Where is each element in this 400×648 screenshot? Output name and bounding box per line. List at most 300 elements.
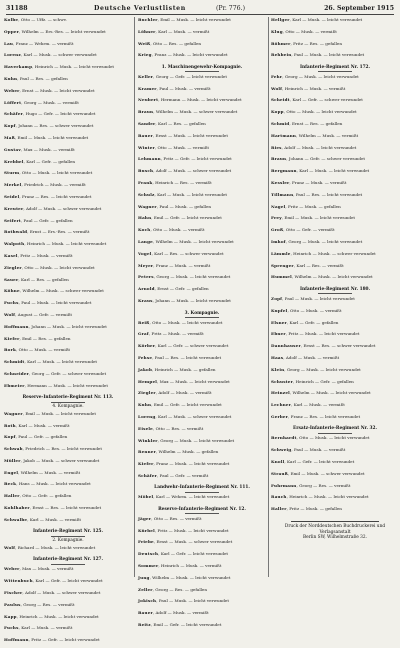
casualty-details: Wilhelm — Musk. — schwer verwundet	[22, 288, 104, 294]
casualty-entry	[138, 598, 266, 609]
column-divider	[268, 17, 269, 577]
casualty-name: Bergmann	[271, 168, 297, 174]
casualty-details: Wilhelm — Musk. — vermißt	[298, 132, 359, 138]
casualty-details: Franz — Musk. — vermißt	[292, 180, 347, 186]
casualty-details: Paul — Gefr. — gefallen	[23, 217, 73, 223]
entry-separator: ,	[290, 250, 294, 256]
casualty-entry	[4, 300, 132, 311]
casualty-entry	[4, 159, 132, 170]
casualty-entry	[271, 109, 399, 120]
casualty-name: Hahn	[138, 215, 152, 221]
casualty-entry	[4, 371, 132, 382]
casualty-entry	[4, 470, 132, 481]
casualty-entry	[138, 438, 266, 449]
casualty-name: Böhmer	[271, 40, 291, 46]
casualty-name: Hummel	[271, 274, 292, 280]
casualty-entry	[4, 446, 132, 457]
casualty-details: Ernst — Musk. — schwer verwundet	[156, 539, 233, 545]
casualty-details: Adolf — Musk. — schwer verwundet	[25, 205, 102, 211]
entry-separator: ,	[20, 146, 24, 152]
casualty-details: Heinrich — Res. — vermißt	[155, 180, 212, 186]
casualty-details: Wilhelm — Musk. — leicht verwundet	[292, 390, 371, 396]
heading-rule	[185, 71, 219, 72]
column-divider	[134, 17, 135, 577]
casualty-name: Kürbel	[138, 527, 155, 533]
heading-rule	[318, 71, 352, 72]
casualty-details: Georg — Musk. — vermißt	[23, 99, 79, 105]
entry-separator: ,	[32, 64, 35, 70]
entry-separator: ,	[283, 354, 286, 360]
casualty-name: Fehr	[271, 73, 283, 79]
casualty-name: Heinzel	[271, 390, 290, 396]
entry-separator: ,	[17, 75, 20, 81]
casualty-entry	[4, 288, 132, 299]
casualty-name: Köhne	[4, 288, 20, 294]
casualty-details: Otto — Musk. — leicht verwundet	[21, 170, 93, 176]
casualty-name: Koch	[138, 227, 151, 233]
casualty-entry	[4, 29, 132, 40]
casualty-name: Sommer	[138, 563, 159, 569]
casualty-name: Graf	[138, 331, 149, 337]
casualty-name: Müller	[4, 457, 21, 463]
casualty-details: Georg — Res. — gefallen	[155, 586, 207, 592]
printer-imprint	[271, 521, 399, 540]
casualty-name: Haas	[271, 354, 284, 360]
casualty-details: Hermann — Musk. — leicht verwundet	[27, 382, 108, 388]
casualty-name: Kessler	[271, 180, 290, 186]
entry-separator: ,	[285, 331, 289, 337]
casualty-entry	[4, 265, 132, 276]
casualty-details: Otto — Musk. — vermißt	[285, 28, 337, 34]
entry-separator: ,	[285, 203, 289, 209]
casualty-name: Ries	[271, 144, 282, 150]
entry-separator: ,	[291, 447, 294, 453]
casualty-details: Karl — Musk. — vermißt	[29, 516, 81, 522]
heading-rule	[185, 317, 219, 318]
casualty-entry	[138, 156, 266, 167]
casualty-name: Braun	[271, 156, 287, 162]
casualty-entry	[4, 123, 132, 134]
casualty-entry	[138, 286, 266, 297]
casualty-details: Karl — Res. — schwer verwundet	[154, 250, 224, 256]
casualty-details: Otto — Musk. — leicht verwundet	[152, 319, 223, 325]
casualty-name: Schwalbe	[4, 516, 28, 522]
column-1	[4, 17, 132, 643]
heading-rule	[51, 402, 85, 403]
casualty-name: Opper	[4, 28, 20, 34]
casualty-entry	[138, 263, 266, 274]
entry-separator: ,	[155, 449, 159, 455]
entry-separator: ,	[288, 413, 291, 419]
casualty-details: Johann — Gefr. — schwer verwundet	[288, 156, 366, 162]
entry-separator: ,	[151, 515, 154, 521]
casualty-entry	[271, 41, 399, 52]
casualty-name: Jakob	[138, 366, 153, 372]
issue-number: (Pr. 776.)	[216, 5, 245, 12]
casualty-entry	[4, 359, 132, 370]
casualty-details: Georg — Musk. — leicht verwundet	[288, 239, 363, 245]
casualty-details: Otto — Res. — vermißt	[155, 425, 204, 431]
casualty-entry	[4, 41, 132, 52]
entry-separator: ,	[24, 241, 27, 247]
casualty-entry	[4, 64, 132, 75]
entry-separator: ,	[21, 182, 25, 188]
entry-separator: ,	[18, 625, 22, 631]
casualty-name: Fischer	[4, 589, 23, 595]
casualty-name: Arnold	[138, 286, 155, 292]
entry-separator: ,	[150, 622, 154, 628]
casualty-details: Franz — Musk. — vermißt	[155, 262, 211, 268]
casualty-entry	[271, 506, 399, 517]
entry-separator: ,	[155, 28, 159, 34]
page-header	[6, 3, 394, 15]
entry-separator: ,	[293, 262, 297, 268]
casualty-entry	[271, 86, 399, 97]
casualty-name: Seidel	[4, 193, 20, 199]
entry-separator: ,	[20, 457, 24, 463]
casualty-details: Karl — Gefr. — schwer verwundet	[157, 343, 229, 349]
casualty-entry	[4, 423, 132, 434]
casualty-name: Kreuter	[4, 205, 24, 211]
casualty-name: Merkel	[4, 182, 22, 188]
heading-rule	[185, 492, 219, 493]
entry-separator: ,	[23, 205, 26, 211]
entry-separator: ,	[20, 217, 24, 223]
casualty-entry	[4, 241, 132, 252]
casualty-name: Frank	[138, 180, 153, 186]
casualty-entry	[138, 449, 266, 460]
casualty-details: Paul — Musk. — leicht verwundet	[294, 52, 365, 58]
casualty-name: Kuhn	[4, 75, 18, 81]
entry-separator: ,	[153, 274, 157, 280]
entry-separator: ,	[284, 366, 287, 372]
entry-separator: ,	[289, 390, 293, 396]
casualty-entry	[138, 426, 266, 437]
casualty-entry	[4, 602, 132, 613]
casualty-name: Jokisch	[138, 598, 157, 604]
casualty-entry	[4, 170, 132, 181]
casualty-entry	[138, 192, 266, 203]
section-heading: Reserve-Infanterie-Regiment Nr. 12.	[158, 506, 246, 512]
casualty-entry	[138, 414, 266, 425]
casualty-name: Walpoth	[4, 241, 25, 247]
casualty-name: Strauß	[271, 470, 288, 476]
entry-separator: ,	[286, 319, 290, 325]
casualty-name: Schulz	[138, 191, 155, 197]
casualty-details: Georg — Gefr. — schwer verwundet	[31, 370, 107, 376]
casualty-name: Schweig	[271, 447, 292, 453]
casualty-details: Paul — Res. — leicht verwundet	[295, 191, 363, 197]
entry-separator: ,	[152, 586, 156, 592]
issue-date: 26. September 1915	[324, 5, 394, 12]
section-heading: Infanterie-Regiment Nr. 172.	[299, 64, 371, 70]
section-heading: 1. Maschinengewehr-Kompagnie.	[161, 64, 243, 70]
entry-separator: ,	[154, 286, 158, 292]
entry-separator: ,	[18, 300, 22, 306]
casualty-entry	[138, 622, 266, 633]
casualty-entry	[271, 402, 399, 413]
casualty-details: Emil — Gefr. — leicht verwundet	[153, 622, 222, 628]
casualty-details: Paul — Musk. — leicht verwundet	[284, 295, 355, 301]
casualty-entry	[271, 74, 399, 85]
casualty-entry	[138, 390, 266, 401]
casualty-details: Karl — Wehrm. — leicht verwundet	[155, 494, 230, 500]
casualty-details: Karl — Gefr. — leicht verwundet	[35, 578, 103, 584]
casualty-name: Kraus	[138, 298, 153, 304]
casualty-entry	[271, 121, 399, 132]
entry-separator: ,	[157, 378, 160, 384]
casualty-entry	[271, 29, 399, 40]
entry-separator: ,	[300, 343, 304, 349]
casualty-details: Wilhelm — Musk. — gefallen	[158, 449, 219, 455]
casualty-details: Otto — Musk. — leicht verwundet	[24, 264, 95, 270]
section-heading: 4. Kompagnie.	[52, 404, 84, 410]
entry-separator: ,	[296, 168, 300, 174]
casualty-name: Busch	[138, 168, 154, 174]
casualty-name: Jung	[138, 574, 150, 580]
casualty-entry	[271, 355, 399, 366]
casualty-name: Vogel	[138, 250, 152, 256]
casualty-details: Paul — Res. — leicht verwundet	[154, 354, 222, 360]
casualty-details: Franz — Musk. — leicht verwundet	[154, 52, 228, 58]
entry-separator: ,	[16, 481, 19, 487]
entry-separator: ,	[155, 121, 159, 127]
entry-separator: ,	[15, 422, 19, 428]
casualty-entry	[138, 109, 266, 120]
entry-separator: ,	[285, 239, 289, 245]
casualty-name: Paulus	[4, 601, 21, 607]
casualty-name: Gustav	[4, 146, 21, 152]
casualty-entry	[271, 97, 399, 108]
casualty-name: Ebmeier	[4, 382, 25, 388]
casualty-name: Tillmann	[271, 191, 294, 197]
entry-separator: ,	[27, 229, 30, 235]
casualty-entry	[4, 625, 132, 636]
entry-separator: ,	[28, 323, 32, 329]
entry-separator: ,	[160, 156, 164, 162]
section-heading: 3. Kompagnie.	[184, 310, 220, 316]
casualty-entry	[138, 180, 266, 191]
casualty-details: Emil — Musk. — schwer verwundet	[290, 470, 365, 476]
casualty-name: Jäger	[138, 515, 152, 521]
entry-separator: ,	[291, 52, 294, 58]
casualty-details: Jakob — Musk. — schwer verwundet	[23, 457, 100, 463]
casualty-entry	[138, 97, 266, 108]
casualty-details: Johann — Musk. — leicht verwundet	[31, 323, 107, 329]
entry-separator: ,	[151, 52, 155, 58]
casualty-details: Karl — Musk. — vermißt	[293, 402, 345, 408]
casualty-details: Karl — Gefr. — schwer verwundet	[292, 97, 363, 103]
casualty-details: Ernst — Res. — gefallen	[291, 121, 343, 127]
casualty-details: Ernst — Ers.-Res. — vermißt	[29, 229, 90, 235]
casualty-entry	[4, 218, 132, 229]
casualty-entry	[138, 379, 266, 390]
entry-separator: ,	[286, 156, 289, 162]
casualty-name: Kupfel	[271, 307, 288, 313]
casualty-details: Georg — Gefr. — leicht verwundet	[155, 73, 227, 79]
casualty-name: Haller	[271, 506, 287, 512]
casualty-entry	[4, 578, 132, 589]
casualty-name: Rauch	[271, 494, 287, 500]
casualty-name: Roth	[4, 422, 16, 428]
casualty-entry	[271, 17, 399, 28]
entry-separator: ,	[157, 472, 160, 478]
casualty-name: Hoffmann	[4, 637, 29, 643]
casualty-details: Karl — Musk. — vermißt	[18, 422, 70, 428]
section-heading: Ersatz-Infanterie-Regiment Nr. 32.	[292, 426, 378, 432]
casualty-name: Zopf	[271, 295, 283, 301]
entry-separator: ,	[152, 180, 156, 186]
casualty-name: Kopf	[4, 123, 16, 129]
casualty-details: Wilhelm — Musk. — leicht verwundet	[155, 239, 234, 245]
casualty-details: Karl — Gefr. — leicht verwundet	[160, 551, 229, 557]
entry-separator: ,	[149, 574, 153, 580]
casualty-entry	[4, 517, 132, 528]
entry-separator: ,	[150, 227, 154, 233]
casualty-details: Heinrich — Musk. — gefallen	[154, 366, 216, 372]
casualty-entry	[4, 383, 132, 394]
heading-rule	[318, 433, 352, 434]
casualty-details: Ernst — Gefr. — gefallen	[157, 286, 209, 292]
casualty-entry	[138, 121, 266, 132]
casualty-name: Sauer	[4, 276, 19, 282]
entry-separator: ,	[149, 319, 153, 325]
casualty-entry	[271, 435, 399, 446]
entry-separator: ,	[156, 203, 160, 209]
entry-separator: ,	[19, 193, 22, 199]
entry-separator: ,	[289, 17, 293, 22]
casualty-details: Heinrich — Gefr. — gefallen	[295, 378, 354, 384]
entry-separator: ,	[286, 494, 290, 500]
entry-separator: ,	[289, 121, 292, 127]
entry-separator: ,	[158, 97, 161, 103]
entry-separator: ,	[17, 252, 21, 258]
casualty-name: Weber	[4, 87, 20, 93]
entry-separator: ,	[153, 168, 156, 174]
casualty-details: Adolf — Musk. — schwer verwundet	[25, 589, 101, 595]
casualty-details: Heinrich — Musk. — leicht verwundet	[289, 494, 369, 500]
casualty-name: Sander	[138, 121, 156, 127]
entry-separator: ,	[291, 402, 294, 408]
casualty-entry	[4, 590, 132, 601]
casualty-details: Heinrich — Musk. — leicht verwundet	[26, 241, 107, 247]
entry-separator: ,	[32, 578, 36, 584]
entry-separator: ,	[290, 40, 294, 46]
casualty-details: Otto — Gefr. — gefallen	[22, 493, 72, 499]
casualty-name: Reiß	[138, 319, 150, 325]
casualty-name: Wagner	[138, 203, 157, 209]
casualty-details: Wilhelm — Musk. — schwer verwundet	[155, 109, 238, 115]
casualty-name: Kasel	[4, 252, 18, 258]
casualty-name: Hartmann	[271, 132, 297, 138]
entry-separator: ,	[22, 589, 26, 595]
entry-separator: ,	[155, 413, 159, 419]
casualty-entry	[138, 251, 266, 262]
entry-separator: ,	[22, 446, 26, 452]
casualty-entry	[271, 320, 399, 331]
casualty-entry	[4, 545, 132, 556]
casualty-details: Paul — Gefr. — vermißt	[159, 472, 209, 478]
casualty-name: Bauer	[138, 610, 153, 616]
casualty-details: Emil — Res. — gefallen	[22, 335, 71, 341]
casualty-name: Haverkamp	[4, 64, 33, 70]
casualty-details: Otto — Musk. — vermißt	[290, 307, 342, 313]
casualty-name: Bauer	[138, 132, 153, 138]
casualty-entry	[4, 206, 132, 217]
casualty-details: Adolf — Musk. — leicht verwundet	[284, 144, 357, 150]
casualty-details: Karl — Musk. — leicht verwundet	[27, 359, 98, 365]
casualty-entry	[271, 133, 399, 144]
casualty-entry	[4, 17, 132, 28]
casualty-name: Kiefer	[4, 335, 20, 341]
casualty-details: Ernst — Musk. — leicht verwundet	[155, 132, 228, 138]
casualty-details: Fritz — Musk. — leicht verwundet	[288, 331, 360, 337]
casualty-name: Frey	[271, 215, 282, 221]
casualty-details: Otto — Res. — gefallen	[152, 40, 202, 46]
entry-separator: ,	[283, 109, 287, 115]
entry-separator: ,	[19, 170, 22, 176]
casualty-name: Sturm	[4, 170, 20, 176]
casualty-entry	[138, 239, 266, 250]
casualty-details: Fritz — Musk. — gefallen	[288, 203, 341, 209]
casualty-entry	[138, 227, 266, 238]
entry-separator: ,	[14, 134, 18, 140]
casualty-details: Johann — Res. — schwer verwundet	[18, 123, 94, 129]
entry-separator: ,	[29, 505, 33, 511]
entry-separator: ,	[24, 359, 28, 365]
casualty-details: Paul — Musk. — leicht verwundet	[21, 300, 92, 306]
entry-separator: ,	[20, 52, 24, 58]
casualty-details: Emil — Musk. — leicht verwundet	[284, 215, 356, 221]
section-heading: Infanterie-Regiment Nr. 127.	[32, 557, 104, 563]
casualty-details: Friedrich — Musk. — vermißt	[24, 182, 86, 188]
section-heading: Reserve-Infanterie-Regiment Nr. 113.	[22, 395, 114, 401]
casualty-name: Wolf	[271, 85, 283, 91]
casualty-entry	[138, 29, 266, 40]
entry-separator: ,	[19, 493, 23, 499]
casualty-entry	[138, 298, 266, 309]
casualty-entry	[271, 296, 399, 307]
casualty-entry	[138, 539, 266, 550]
casualty-entry	[138, 551, 266, 562]
entry-separator: ,	[15, 434, 19, 440]
entry-separator: ,	[291, 274, 295, 280]
casualty-name: Loreng	[138, 413, 156, 419]
casualty-details: Paul — Musk. — vermißt	[293, 447, 346, 453]
entry-separator: ,	[296, 132, 299, 138]
casualty-details: Otto — Gefr. — vermißt	[285, 227, 335, 233]
casualty-name: Rothwald	[4, 229, 28, 235]
casualty-name: Winter	[138, 144, 155, 150]
casualty-name: Fehse	[138, 354, 153, 360]
entry-separator: ,	[153, 109, 156, 115]
casualty-name: Seifert	[4, 217, 21, 223]
casualty-details: Richard — Musk. — leicht verwundet	[17, 544, 96, 550]
casualty-name: Schäfer	[4, 111, 24, 117]
entry-separator: ,	[21, 99, 24, 105]
casualty-name: Scheidt	[271, 97, 290, 103]
casualty-name: Ebner	[271, 331, 286, 337]
casualty-details: Fritz — Musk. — vermißt	[20, 252, 73, 258]
casualty-name: Wittenbuch	[4, 578, 33, 584]
casualty-entry	[4, 493, 132, 504]
casualty-entry	[4, 336, 132, 347]
casualty-name: Beck	[4, 481, 17, 487]
casualty-details: Heinrich — Musk. — vermißt	[160, 563, 222, 569]
casualty-entry	[4, 324, 132, 335]
casualty-entry	[138, 367, 266, 378]
column-2	[138, 17, 266, 628]
